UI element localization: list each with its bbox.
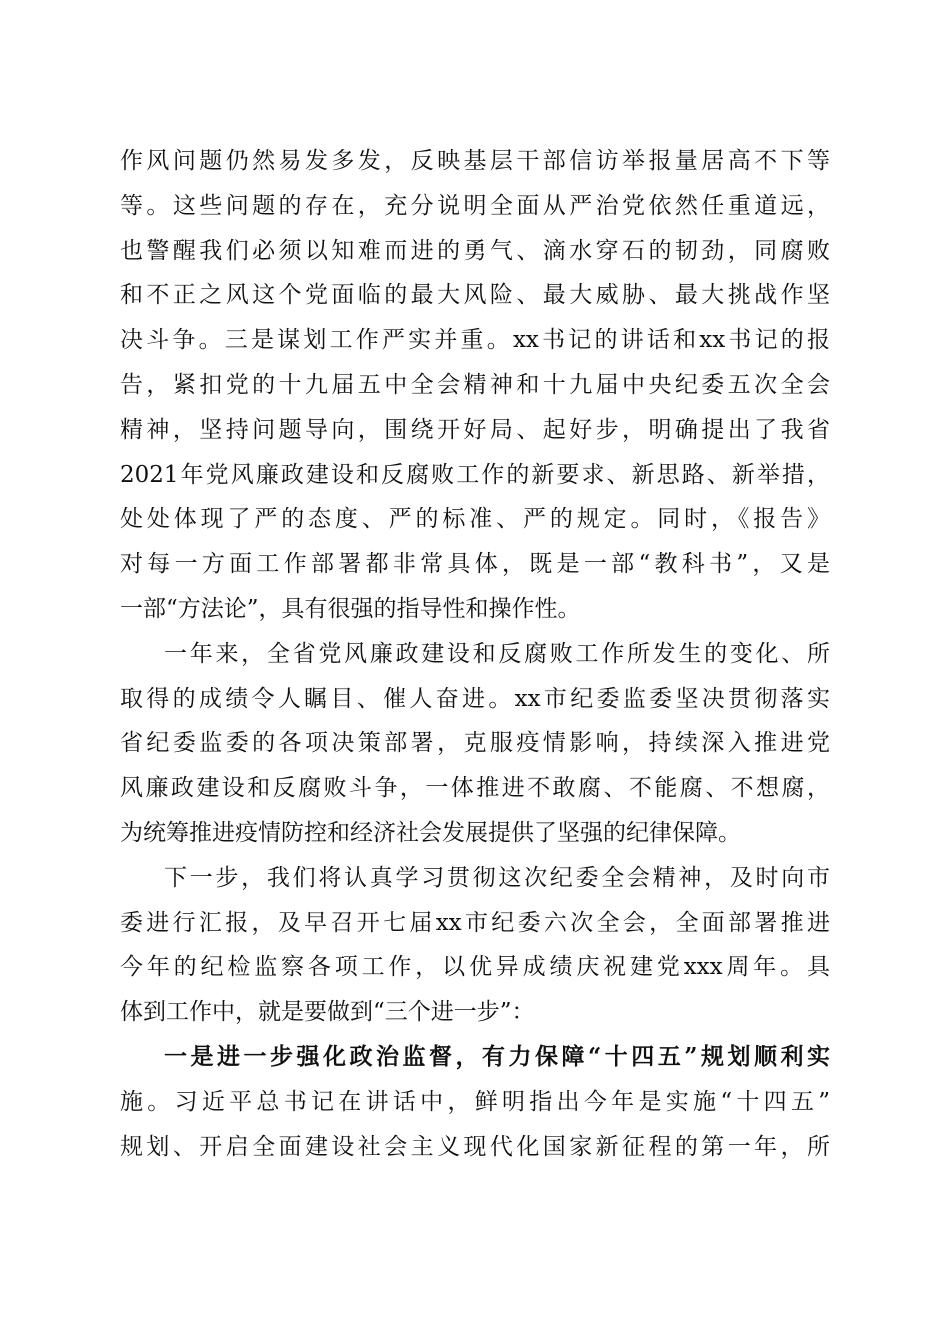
paragraph-2	[120, 632, 830, 856]
text-line-last: 为统筹推进疫情防控和经济社会发展提供了坚强的纪律保障。	[120, 819, 741, 846]
text-line-first: 下一步，我们将认真学习贯彻这次纪委全会精神，及时向市	[164, 864, 830, 891]
text-line: 2021年党风廉政建设和反腐败工作的新要求、新思路、新举措，	[120, 461, 830, 488]
document-body	[120, 139, 830, 1169]
text-line: 精神，坚持问题导向，围绕开好局、起好步，明确提出了我省	[120, 416, 830, 443]
text-line: 决斗争。三是谋划工作严实并重。xx书记的讲话和xx书记的报	[120, 327, 830, 354]
text-line-last: 体到工作中，就是要做到“三个进一步”：	[120, 999, 535, 1026]
text-line: 取得的成绩令人瞩目、催人奋进。xx市纪委监委坚决贯彻落实	[120, 685, 830, 712]
text-line: 对每一方面工作部署都非常具体，既是一部“教科书”，又是	[120, 551, 830, 578]
text-line: 风廉政建设和反腐败斗争，一体推进不敢腐、不能腐、不想腐，	[120, 775, 830, 802]
text-line: 告，紧扣党的十九届五中全会精神和十九届中央纪委五次全会	[120, 371, 830, 398]
text-line-last: 一部“方法论”，具有很强的指导性和操作性。	[120, 595, 581, 622]
paragraph-4	[120, 1035, 830, 1169]
text-line: 施。习近平总书记在讲话中，鲜明指出今年是实施“十四五”	[120, 1088, 830, 1115]
paragraph-1	[120, 139, 830, 632]
text-line-first: 一年来，全省党风廉政建设和反腐败工作所发生的变化、所	[164, 640, 830, 667]
text-line: 今年的纪检监察各项工作，以优异成绩庆祝建党xxx周年。具	[120, 954, 830, 981]
heading-line: 一是进一步强化政治监督，有力保障“十四五”规划顺利实	[164, 1042, 830, 1070]
text-line: 委进行汇报，及早召开七届xx市纪委六次全会，全面部署推进	[120, 909, 830, 936]
text-line: 处处体现了严的态度、严的标准、严的规定。同时，《报告》	[120, 506, 830, 533]
text-line: 和不正之风这个党面临的最大风险、最大威胁、最大挑战作坚	[120, 282, 830, 309]
text-line: 作风问题仍然易发多发，反映基层干部信访举报量居高不下等	[120, 148, 830, 174]
text-line: 等。这些问题的存在，充分说明全面从严治党依然任重道远，	[120, 192, 830, 219]
text-line: 省纪委监委的各项决策部署，克服疫情影响，持续深入推进党	[120, 730, 830, 757]
text-line: 规划、开启全面建设社会主义现代化国家新征程的第一年，所	[120, 1133, 830, 1160]
text-line: 也警醒我们必须以知难而进的勇气、滴水穿石的韧劲，同腐败	[120, 237, 830, 264]
paragraph-3	[120, 856, 830, 1035]
